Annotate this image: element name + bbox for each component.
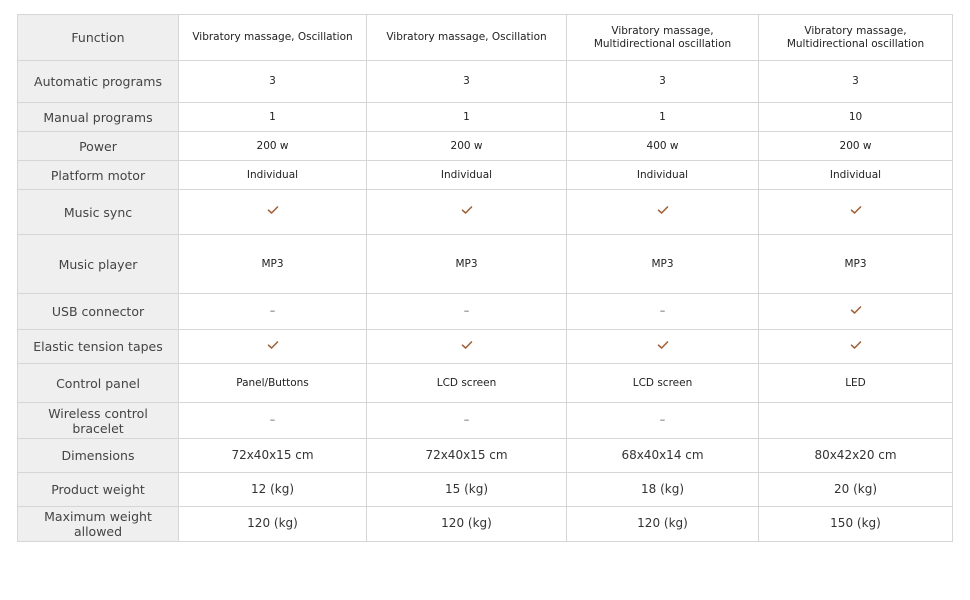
cell-value: 150 (kg)	[830, 516, 881, 531]
cell-value: 1	[269, 110, 276, 123]
cell-function-model-1	[179, 15, 367, 61]
cell-product-weight-model-2	[367, 473, 567, 507]
row-label-platform-motor: Platform motor	[18, 161, 179, 190]
table-row-usb-connector	[18, 294, 953, 330]
not-available-dash: –	[659, 413, 666, 427]
cell-value: Vibratory massage, Multidirectional oscillation	[786, 25, 925, 50]
cell-product-weight-model-4	[759, 473, 953, 507]
table-row-automatic-programs	[18, 61, 953, 103]
cell-value: Individual	[246, 168, 299, 181]
cell-dimensions-model-3	[567, 439, 759, 473]
table-row-function	[18, 15, 953, 61]
cell-maximum-weight-allowed-model-3	[567, 507, 759, 542]
cell-maximum-weight-allowed-model-1	[179, 507, 367, 542]
cell-dimensions-model-2	[367, 439, 567, 473]
comparison-table-body	[18, 15, 953, 542]
cell-elastic-tension-tapes-model-3	[567, 330, 759, 364]
cell-wireless-control-bracelet-model-2	[367, 403, 567, 439]
cell-music-sync-model-1	[179, 190, 367, 235]
cell-value: 120 (kg)	[247, 516, 298, 531]
cell-power-model-1	[179, 132, 367, 161]
cell-value: 72x40x15 cm	[425, 447, 508, 462]
cell-value: 3	[269, 75, 276, 88]
table-row-music-sync	[18, 190, 953, 235]
table-row-control-panel	[18, 364, 953, 403]
cell-usb-connector-model-3	[567, 294, 759, 330]
cell-manual-programs-model-3	[567, 103, 759, 132]
cell-elastic-tension-tapes-model-1	[179, 330, 367, 364]
comparison-table	[17, 14, 953, 542]
cell-value: 3	[659, 75, 666, 88]
cell-music-sync-model-2	[367, 190, 567, 235]
not-available-dash: –	[463, 413, 470, 427]
cell-value: 12 (kg)	[250, 481, 294, 496]
check-icon	[267, 339, 279, 351]
cell-value: 1	[659, 110, 666, 123]
cell-usb-connector-model-2	[367, 294, 567, 330]
row-label-product-weight: Product weight	[18, 473, 179, 507]
cell-control-panel-model-3	[567, 364, 759, 403]
cell-power-model-4	[759, 132, 953, 161]
table-row-platform-motor	[18, 161, 953, 190]
cell-automatic-programs-model-4	[759, 61, 953, 103]
cell-value: MP3	[455, 257, 478, 270]
check-icon	[461, 339, 473, 351]
cell-usb-connector-model-4	[759, 294, 953, 330]
cell-value: 80x42x20 cm	[814, 447, 897, 462]
cell-control-panel-model-2	[367, 364, 567, 403]
cell-music-player-model-4	[759, 235, 953, 294]
row-label-function: Function	[18, 15, 179, 61]
cell-control-panel-model-4	[759, 364, 953, 403]
cell-music-sync-model-4	[759, 190, 953, 235]
cell-value: LCD screen	[632, 376, 693, 389]
cell-value: 15 (kg)	[444, 481, 488, 496]
cell-value: 3	[852, 75, 859, 88]
check-icon	[850, 204, 862, 216]
cell-value: MP3	[844, 257, 867, 270]
check-icon	[267, 204, 279, 216]
cell-manual-programs-model-1	[179, 103, 367, 132]
cell-product-weight-model-3	[567, 473, 759, 507]
row-label-music-sync: Music sync	[18, 190, 179, 235]
not-available-dash: –	[269, 413, 276, 427]
cell-value: Individual	[636, 168, 689, 181]
row-label-manual-programs: Manual programs	[18, 103, 179, 132]
row-label-maximum-weight-allowed: Maximum weight allowed	[18, 507, 179, 542]
not-available-dash: –	[269, 304, 276, 318]
table-row-power	[18, 132, 953, 161]
cell-value: LED	[845, 376, 866, 389]
cell-music-sync-model-3	[567, 190, 759, 235]
table-row-dimensions	[18, 439, 953, 473]
cell-value: 72x40x15 cm	[231, 447, 314, 462]
table-row-maximum-weight-allowed	[18, 507, 953, 542]
cell-usb-connector-model-1	[179, 294, 367, 330]
check-icon	[461, 204, 473, 216]
cell-function-model-4	[759, 15, 953, 61]
cell-maximum-weight-allowed-model-4	[759, 507, 953, 542]
check-icon	[657, 339, 669, 351]
cell-wireless-control-bracelet-model-3	[567, 403, 759, 439]
cell-product-weight-model-1	[179, 473, 367, 507]
cell-manual-programs-model-2	[367, 103, 567, 132]
cell-elastic-tension-tapes-model-4	[759, 330, 953, 364]
cell-function-model-2	[367, 15, 567, 61]
cell-value: 120 (kg)	[637, 516, 688, 531]
table-row-elastic-tension-tapes	[18, 330, 953, 364]
comparison-table-wrapper	[17, 14, 953, 542]
cell-manual-programs-model-4	[759, 103, 953, 132]
row-label-wireless-control-bracelet: Wireless control bracelet	[18, 403, 179, 439]
cell-value: 3	[463, 75, 470, 88]
cell-value: MP3	[261, 257, 284, 270]
cell-value: 20 (kg)	[833, 481, 877, 496]
row-label-usb-connector: USB connector	[18, 294, 179, 330]
cell-value: 400 w	[646, 139, 679, 152]
cell-value: Panel/Buttons	[236, 376, 309, 389]
cell-value: 68x40x14 cm	[621, 447, 704, 462]
row-label-control-panel: Control panel	[18, 364, 179, 403]
cell-value: 200 w	[839, 139, 872, 152]
cell-power-model-2	[367, 132, 567, 161]
check-icon	[850, 339, 862, 351]
cell-wireless-control-bracelet-model-1	[179, 403, 367, 439]
check-icon	[657, 204, 669, 216]
cell-value: MP3	[651, 257, 674, 270]
cell-maximum-weight-allowed-model-2	[367, 507, 567, 542]
cell-music-player-model-1	[179, 235, 367, 294]
table-row-product-weight	[18, 473, 953, 507]
cell-value: Vibratory massage, Oscillation	[386, 31, 547, 44]
cell-dimensions-model-1	[179, 439, 367, 473]
cell-value: 120 (kg)	[441, 516, 492, 531]
cell-value: Individual	[440, 168, 493, 181]
table-row-wireless-control-bracelet	[18, 403, 953, 439]
cell-automatic-programs-model-1	[179, 61, 367, 103]
cell-platform-motor-model-1	[179, 161, 367, 190]
cell-value: 1	[463, 110, 470, 123]
cell-platform-motor-model-4	[759, 161, 953, 190]
cell-value: 18 (kg)	[640, 481, 684, 496]
cell-dimensions-model-4	[759, 439, 953, 473]
cell-value: Vibratory massage, Multidirectional oscillation	[593, 25, 732, 50]
check-icon	[850, 304, 862, 316]
cell-value: 200 w	[450, 139, 483, 152]
cell-value: Vibratory massage, Oscillation	[192, 31, 353, 44]
cell-value: 200 w	[256, 139, 289, 152]
cell-music-player-model-3	[567, 235, 759, 294]
row-label-automatic-programs: Automatic programs	[18, 61, 179, 103]
not-available-dash: –	[659, 304, 666, 318]
cell-platform-motor-model-3	[567, 161, 759, 190]
row-label-elastic-tension-tapes: Elastic tension tapes	[18, 330, 179, 364]
not-available-dash: –	[463, 304, 470, 318]
row-label-dimensions: Dimensions	[18, 439, 179, 473]
cell-automatic-programs-model-2	[367, 61, 567, 103]
cell-wireless-control-bracelet-model-4	[759, 403, 953, 439]
cell-function-model-3	[567, 15, 759, 61]
cell-value: Individual	[829, 168, 882, 181]
cell-platform-motor-model-2	[367, 161, 567, 190]
cell-value: 10	[848, 110, 863, 123]
table-row-manual-programs	[18, 103, 953, 132]
cell-value: LCD screen	[436, 376, 497, 389]
table-row-music-player	[18, 235, 953, 294]
cell-automatic-programs-model-3	[567, 61, 759, 103]
row-label-music-player: Music player	[18, 235, 179, 294]
row-label-power: Power	[18, 132, 179, 161]
cell-elastic-tension-tapes-model-2	[367, 330, 567, 364]
cell-music-player-model-2	[367, 235, 567, 294]
cell-power-model-3	[567, 132, 759, 161]
cell-control-panel-model-1	[179, 364, 367, 403]
